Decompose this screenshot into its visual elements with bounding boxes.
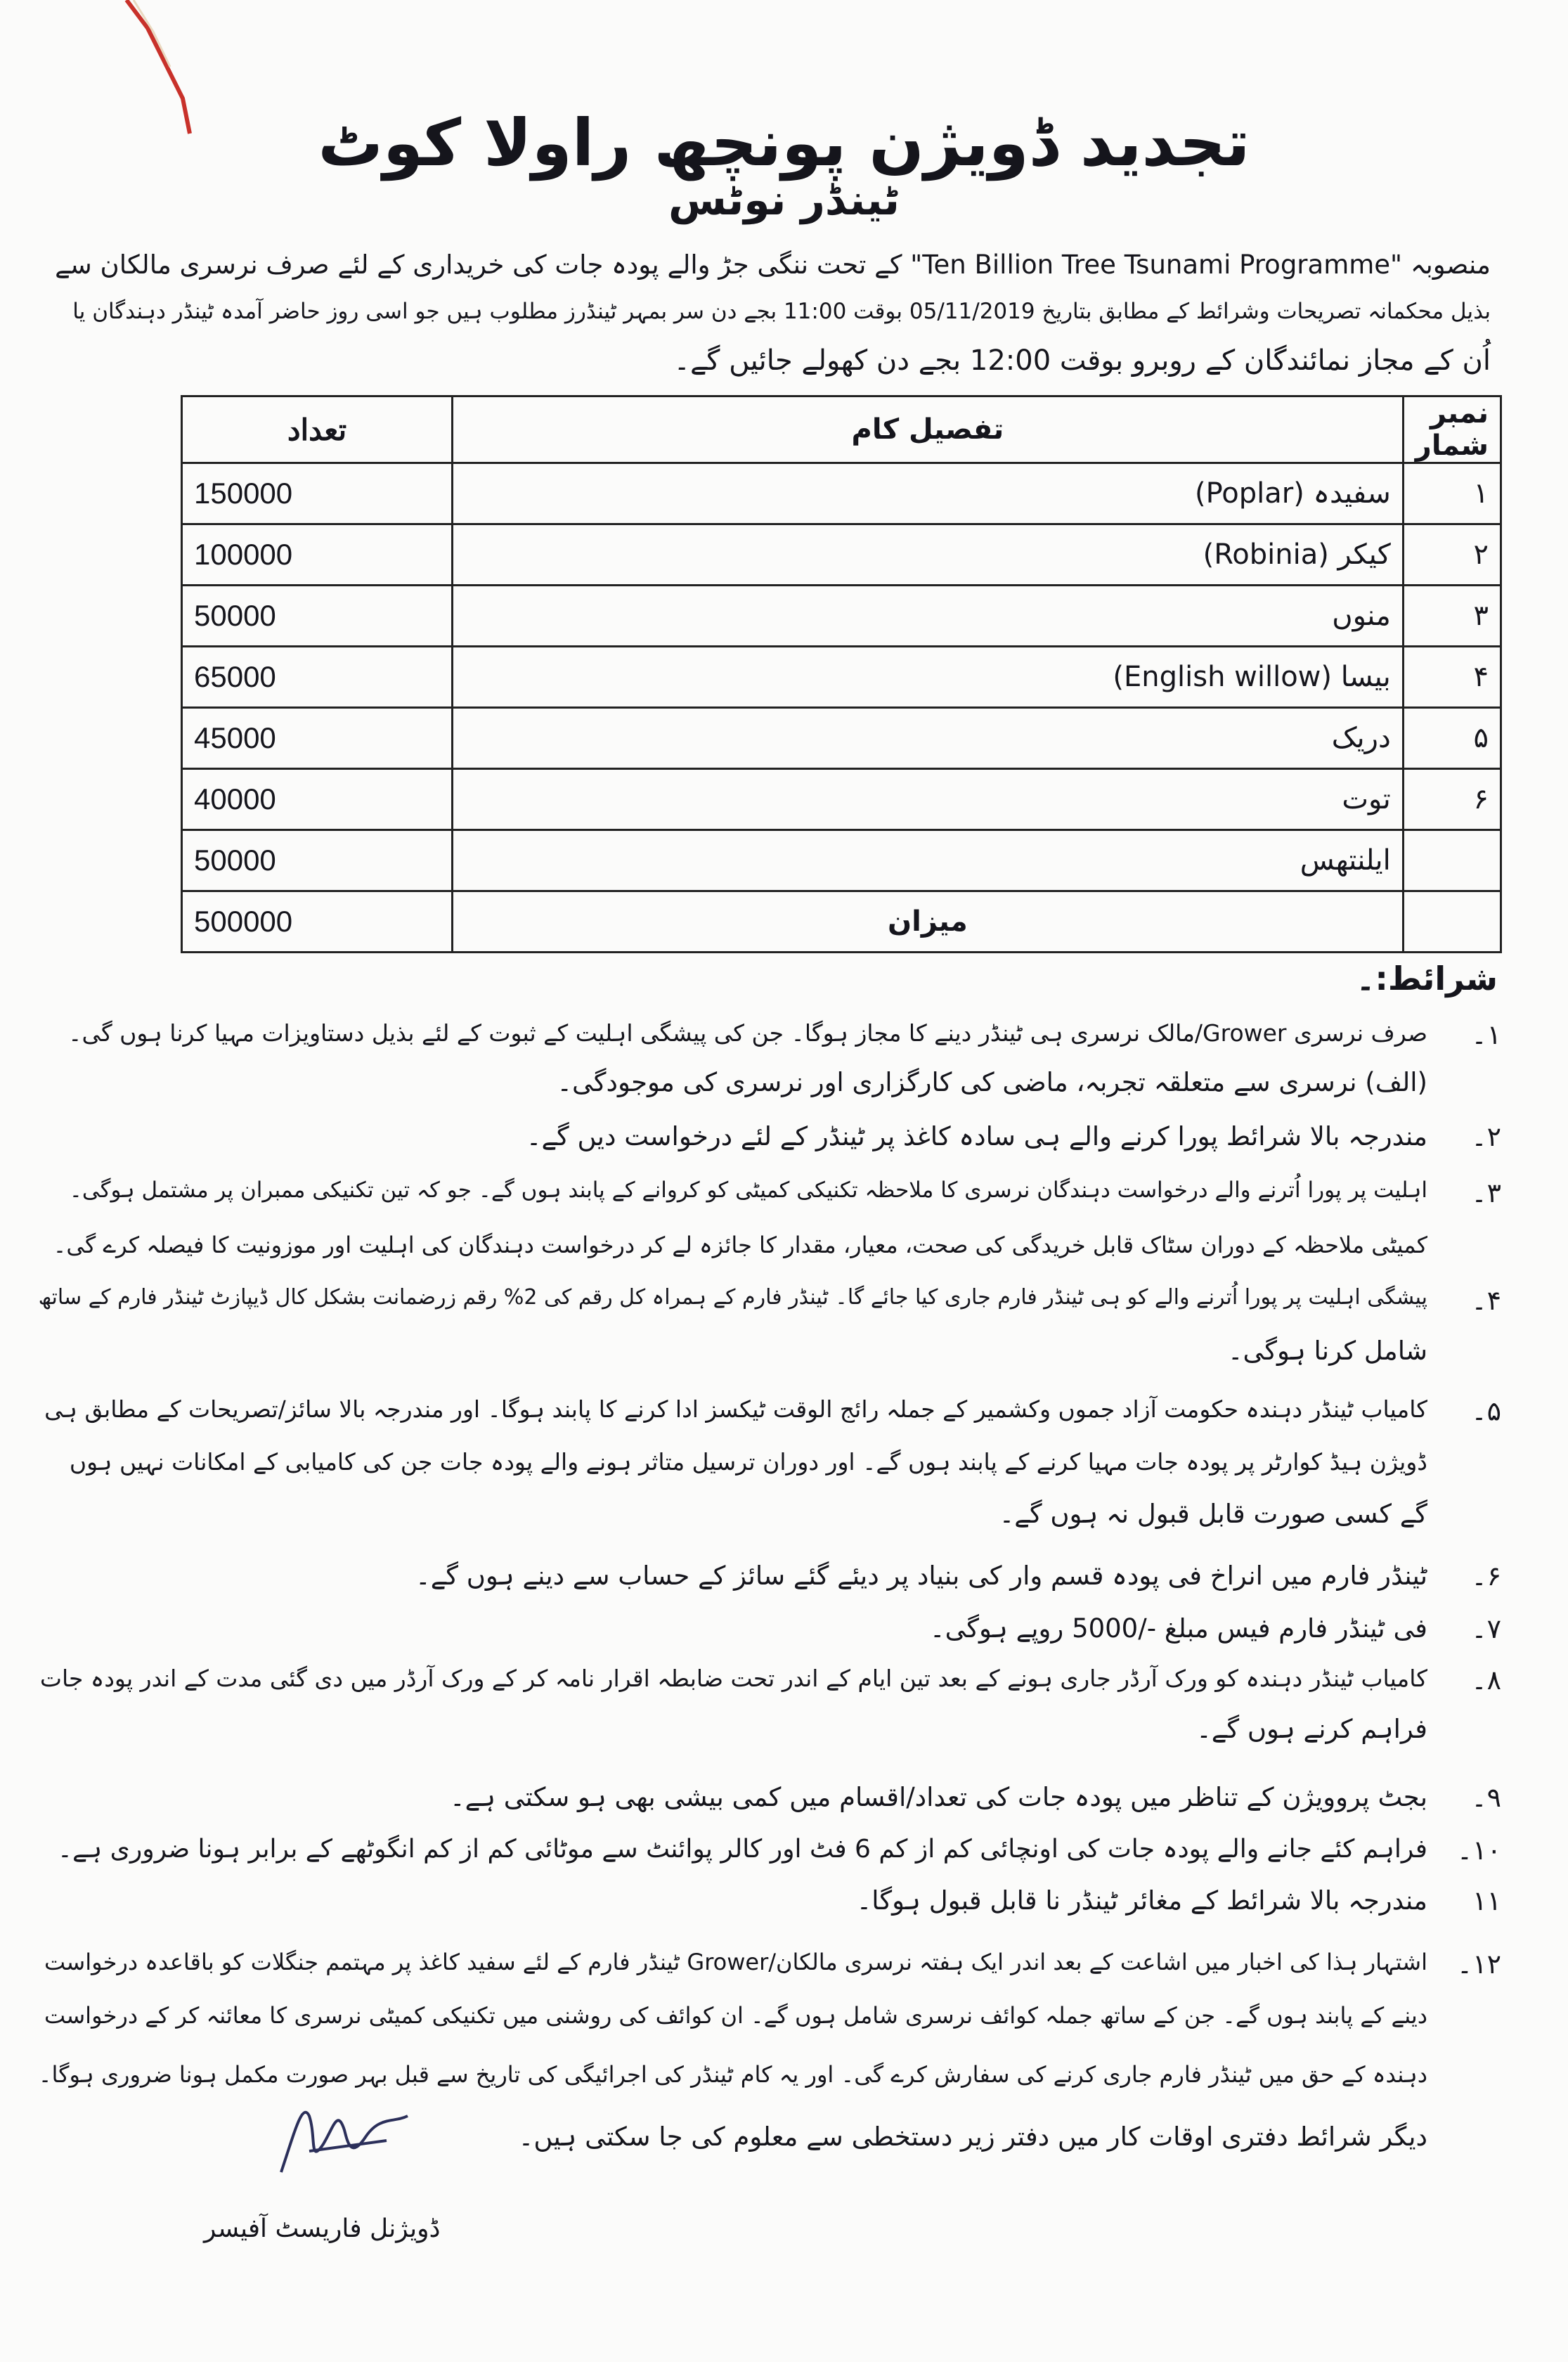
- conditions-heading: شرائط:۔: [1356, 960, 1498, 998]
- quantity-cell: 65000: [182, 647, 453, 708]
- condition-line: [0, 1232, 1568, 1274]
- condition-number: ۱۔: [1471, 1019, 1501, 1050]
- condition-line: [0, 1885, 1568, 1928]
- condition-line: [0, 1499, 1568, 1541]
- condition-line: [0, 1714, 1568, 1756]
- condition-line: [0, 1019, 1568, 1061]
- condition-text: دہندہ کے حق میں ٹینڈر فارم جاری کرنے کی سفارش کرے گی۔ اور یہ کام ٹینڈر کی اجرائیگی کی تاریخ سے قبل بہر صورت مکمل ہونا ضروری ہوگا۔: [38, 2061, 1427, 2088]
- description-cell: توت: [453, 769, 1404, 830]
- table-row: [182, 769, 1501, 830]
- condition-line: [0, 2122, 1568, 2164]
- condition-number: ۵۔: [1471, 1395, 1501, 1426]
- quantity-cell: 50000: [182, 830, 453, 891]
- condition-text: ڈویژن ہیڈ کوارٹر پر پودہ جات مہیا کرنے کے پابند ہوں گے۔ اور دوران ترسیل متاثر ہونے والے پودہ جات جن کی کامیابی کے امکانات نہیں ہوں: [69, 1448, 1427, 1476]
- condition-line: [0, 1835, 1568, 1877]
- total-value: 500000: [182, 891, 453, 953]
- condition-text: دینے کے پابند ہوں گے۔ جن کے ساتھ جملہ کوائف نرسری شامل ہوں گے۔ ان کوائف کی روشنی میں تکنیکی کمیٹی نرسری کا معائنہ کر کے درخواست: [44, 2002, 1427, 2029]
- number-cell: ۵: [1403, 708, 1501, 769]
- condition-text: فراہم کرنے ہوں گے۔: [1196, 1714, 1427, 1744]
- number-cell: ۳: [1403, 586, 1501, 647]
- number-cell: ۴: [1403, 647, 1501, 708]
- intro-line: بذیل محکمانہ تصریحات وشرائط کے مطابق بتاریخ 05/11/2019 بوقت 11:00 بجے دن سر بمہر ٹینڈرز مطلوب ہیں جو اسی روز حاضر آمدہ ٹینڈر دہندگان یا: [72, 299, 1491, 324]
- condition-line: [0, 1067, 1568, 1109]
- condition-number: ۶۔: [1471, 1561, 1501, 1592]
- condition-line: [0, 2002, 1568, 2044]
- table-row: [182, 647, 1501, 708]
- condition-text: کمیٹی ملاحظہ کے دوران سٹاک قابل خریدگی کی صحت، معیار، مقدار کا جائزہ لے کر درخواست دہندگان کی اہلیت اور موزونیت کا فیصلہ کرے گی۔: [53, 1232, 1427, 1258]
- quantity-cell: 45000: [182, 708, 453, 769]
- table-row: [182, 708, 1501, 769]
- table-row: [182, 830, 1501, 891]
- description-cell: ایلنتھس: [453, 830, 1404, 891]
- condition-line: [0, 1561, 1568, 1603]
- condition-line: [0, 1121, 1568, 1163]
- description-cell: بیسا (English willow): [453, 647, 1404, 708]
- condition-line: [0, 1949, 1568, 1991]
- items-table: [181, 395, 1502, 953]
- signature: [267, 2088, 422, 2193]
- condition-text: (الف) نرسری سے متعلقہ تجربہ، ماضی کی کارگزاری اور نرسری کی موجودگی۔: [557, 1067, 1427, 1097]
- condition-text: شامل کرنا ہوگی۔: [1227, 1336, 1427, 1366]
- table-header-row: [182, 396, 1501, 463]
- header-number: نمبر شمار: [1403, 396, 1501, 463]
- condition-number: ۹۔: [1471, 1782, 1501, 1813]
- condition-text: فی ٹینڈر فارم فیس مبلغ -/5000 روپے ہوگی۔: [929, 1613, 1427, 1644]
- condition-text: اشتہار ہذا کی اخبار میں اشاعت کے بعد اندر ایک ہفتہ نرسری مالکان/Grower ٹینڈر فارم کے لئے سفید کاغذ پر مہتمم جنگلات کو باقاعدہ درخواست: [44, 1949, 1427, 1975]
- description-cell: سفیدہ (Poplar): [453, 463, 1404, 524]
- total-number-cell: [1403, 891, 1501, 953]
- condition-text: مندرجہ بالا شرائط کے مغائر ٹینڈر نا قابل قبول ہوگا۔: [856, 1885, 1427, 1916]
- table-row: [182, 524, 1501, 586]
- page-subtitle: ٹینڈر نوٹس: [668, 176, 900, 225]
- officer-designation: ڈویژنل فاریسٹ آفیسر: [204, 2214, 441, 2243]
- condition-text: کامیاب ٹینڈر دہندہ کو ورک آرڈر جاری ہونے کے بعد تین ایام کے اندر تحت ضابطہ اقرار نامہ کر کے ورک آرڈر میں دی گئی مدت کے اندر پودہ جات: [39, 1665, 1427, 1692]
- condition-line: [0, 1665, 1568, 1707]
- condition-line: [0, 1177, 1568, 1220]
- condition-line: [0, 2061, 1568, 2103]
- condition-number: ۷۔: [1471, 1613, 1501, 1644]
- table-row: [182, 586, 1501, 647]
- condition-text: ٹینڈر فارم میں انراخ فی پودہ قسم وار کی بنیاد پر دیئے گئے سائز کے حساب سے دینے ہوں گے۔: [415, 1561, 1427, 1591]
- condition-line: [0, 1285, 1568, 1327]
- condition-number: ۸۔: [1471, 1665, 1501, 1696]
- condition-text: کامیاب ٹینڈر دہندہ حکومت آزاد جموں وکشمیر کے جملہ رائج الوقت ٹیکسز ادا کرنے کا پابند ہوگا۔ اور مندرجہ بالا سائز/تصریحات کے مطابق ہی: [44, 1395, 1427, 1423]
- table-total-row: [182, 891, 1501, 953]
- condition-text: مندرجہ بالا شرائط پورا کرنے والے ہی سادہ کاغذ پر ٹینڈر کے لئے درخواست دیں گے۔: [526, 1121, 1427, 1151]
- table-row: [182, 463, 1501, 524]
- condition-text: پیشگی اہلیت پر پورا اُترنے والے کو ہی ٹینڈر فارم جاری کیا جائے گا۔ ٹینڈر فارم کے ہمراہ کل رقم کی 2% رقم زرضمانت بشکل کال ڈیپازٹ ٹینڈر فارم کے ساتھ: [38, 1285, 1427, 1310]
- quantity-cell: 50000: [182, 586, 453, 647]
- condition-line: [0, 1613, 1568, 1656]
- header-quantity: تعداد: [182, 396, 453, 463]
- condition-line: [0, 1395, 1568, 1438]
- total-label: میزان: [453, 891, 1404, 953]
- condition-text: بجٹ پروویژن کے تناظر میں پودہ جات کی تعداد/اقسام میں کمی بیشی بھی ہو سکتی ہے۔: [449, 1782, 1427, 1812]
- description-cell: دریک: [453, 708, 1404, 769]
- condition-line: [0, 1336, 1568, 1378]
- condition-number: ۱۱: [1472, 1885, 1501, 1916]
- header-description: تفصیل کام: [453, 396, 1404, 463]
- number-cell: ۱: [1403, 463, 1501, 524]
- condition-text: دیگر شرائط دفتری اوقات کار میں دفتر زیر دستخطی سے معلوم کی جا سکتی ہیں۔: [518, 2122, 1427, 2152]
- number-cell: [1403, 830, 1501, 891]
- intro-line: اُن کے مجاز نمائندگان کے روبرو بوقت 12:00 بجے دن کھولے جائیں گے۔: [673, 344, 1491, 377]
- description-cell: منوں: [453, 586, 1404, 647]
- condition-text: اہلیت پر پورا اُترنے والے درخواست دہندگان نرسری کا ملاحظہ تکنیکی کمیٹی کو کروانے کے پابند ہوں گے۔ جو کہ تین تکنیکی ممبران پر مشتمل ہوگی۔: [69, 1177, 1427, 1203]
- number-cell: ۶: [1403, 769, 1501, 830]
- condition-text: صرف نرسری Grower/مالک نرسری ہی ٹینڈر دینے کا مجاز ہوگا۔ جن کی پیشگی اہلیت کے ثبوت کے لئے بذیل دستاویزات مہیا کرنا ہوں گی۔: [68, 1019, 1427, 1047]
- condition-number: ۱۰۔: [1456, 1835, 1501, 1866]
- intro-line: منصوبہ "Ten Billion Tree Tsunami Programme" کے تحت ننگی جڑ والے پودہ جات کی خریداری کے لئے صرف نرسری مالکان سے: [55, 250, 1491, 280]
- page-title: تجدید ڈویژن پونچھ راولا کوٹ: [318, 105, 1250, 181]
- condition-text: فراہم کئے جانے والے پودہ جات کی اونچائی کم از کم 6 فٹ اور کالر پوائنٹ سے موٹائی کم از کم انگوٹھے کے برابر ہونا ضروری ہے۔: [57, 1835, 1427, 1864]
- condition-line: [0, 1782, 1568, 1824]
- number-cell: ۲: [1403, 524, 1501, 586]
- quantity-cell: 40000: [182, 769, 453, 830]
- condition-number: ۴۔: [1471, 1285, 1501, 1316]
- condition-text: گے کسی صورت قابل قبول نہ ہوں گے۔: [999, 1499, 1427, 1529]
- quantity-cell: 100000: [182, 524, 453, 586]
- condition-line: [0, 1448, 1568, 1490]
- description-cell: کیکر (Robinia): [453, 524, 1404, 586]
- condition-number: ۲۔: [1471, 1121, 1501, 1152]
- condition-number: ۳۔: [1471, 1177, 1501, 1208]
- condition-number: ۱۲۔: [1456, 1949, 1501, 1980]
- quantity-cell: 150000: [182, 463, 453, 524]
